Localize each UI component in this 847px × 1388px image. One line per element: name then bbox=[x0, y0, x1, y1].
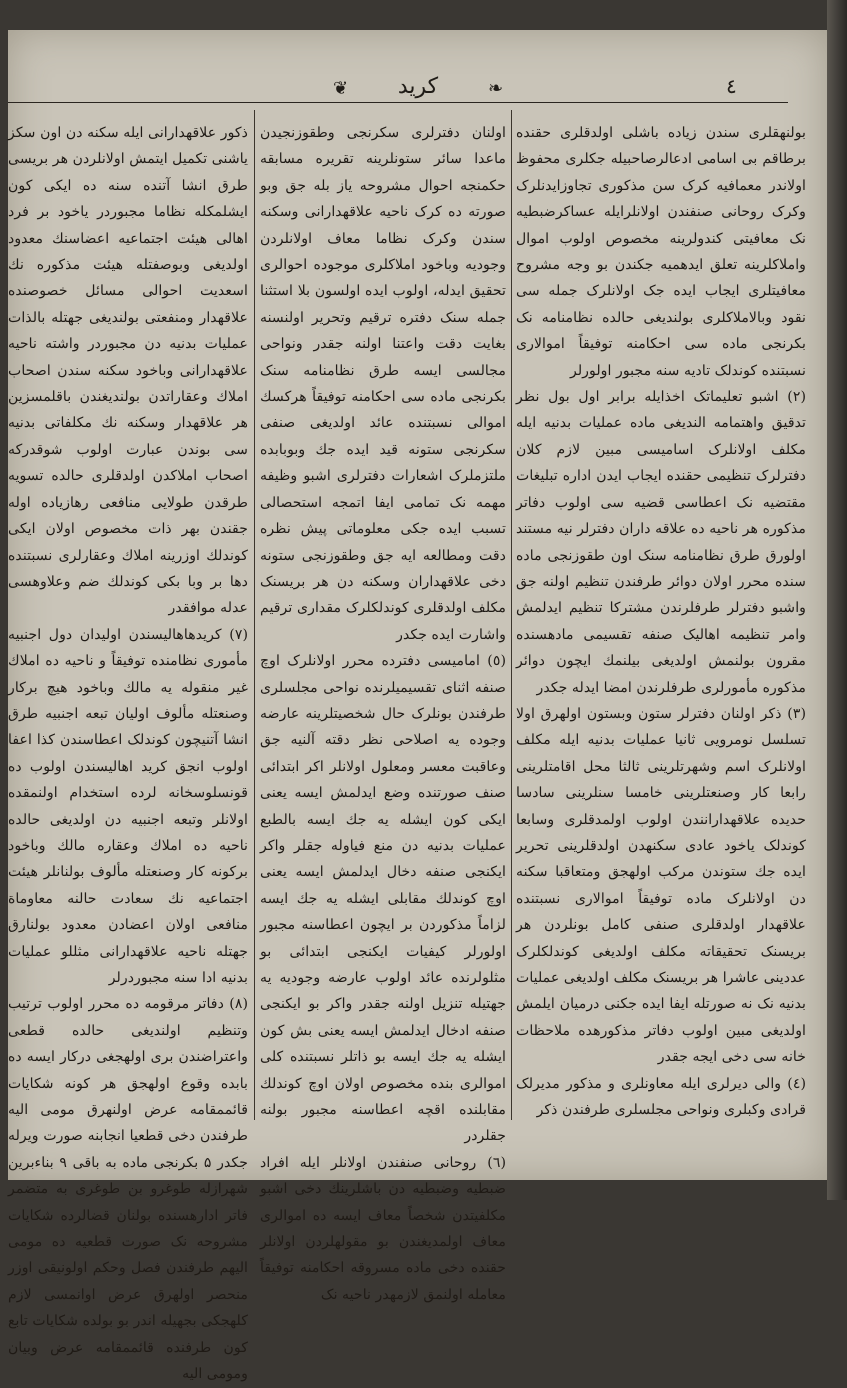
left-column bbox=[8, 120, 249, 1383]
article-paragraph: (٦) روحانی صنفندن اولانلر ایله افراد ضبطیه وضبطیه دن باشلرینك دخی اشبو مکلفیتدن شخصاً معاف ایسه ده اموالری معاف اولمدیغندن بو مقولهلردن اولانلر حقنده دخی ماده مسروقه احکامنه توفیقاً معامله اولنمق لازمهدر ناحیه نک bbox=[260, 1154, 506, 1303]
page-number: ٤ bbox=[726, 74, 737, 98]
article-paragraph: (٣) ذکر اولنان دفترلر ستون وبستون اولهرق اولا تسلسل نومرویی ثانیا عملیات بدنیه ایله مکلف اولانلرک اسم وشهرتلرینی ثالثا محل اقامتلرینی رابعا کار وصنعتلرینی خامسا سنلرینی سادسا حدیده علاقهدارانندن اولوب اولمدقلری وسابعا کوندلک یاخود عادی سکنهدن اولدقلرینی تحریر ایده جك ستوندن مرکب اولهجق ومتعاقبا سکنه دن اولانلرک ماده توفیقاً اموالاری نسبتنده علاقهدار اولدقلری صنفی کامل بونلردن هر بریسنک تحقیقاته مکلف اولدیغی کوندلکلرک عددینی عاشرا هر بریسنک مکلف اولدیغی عملیات بدنیه نک نه صورتله ایفا ایده جکنی درمیان ایلمش اولدیغی مبین اولوب دفاتر مذکورهده ملاحظات خانه سی دخی ایجه جقدر bbox=[516, 705, 806, 1066]
article-paragraph: (٢) اشبو تعلیماتک اخذایله برابر اول بول نظر تدقیق واهتمامه الندیغی ماده عملیات بدنیه ایله مکلف اولانلرک اسامیسی مبین لازم کلان دفترلرک تنظیمی حقنده ایجاب ایدن اداره تبلیغات مقتضیه نک اعطاسی قضیه سی اولوب دفاتر مذکوره هر ناحیه ده علاقه داران دفترلر نیه مستند اولورق طرق نظامنامه سنک اون طقوزنجی ماده سنده محرر اولان دوائر طرفندن تنظیم اولنه جق واشبو دفترلر طرفلرندن مشترکا تنظیم ایدلمش وامر تنظیمه اهالیک صنفه تقسیمی مادهسنده مقرون بولنمش اولدیغی بیلنمك ایچون دوائر مذکوره مأمورلری طرفلرندن امضا ایدله جکدر bbox=[516, 389, 806, 696]
right-column bbox=[516, 120, 806, 1120]
scan-edge-shadow bbox=[827, 0, 847, 1200]
article-paragraph: بولنهقلری سندن زیاده باشلی اولدقلری حقنده برطاقم بی اسامی ادعالرصاحبیله جکلری محفوظ اولاندر معمافیه کرک سن مذکوری تجاوزایدنلرک وکرک روحانی صنفندن اولانلرایله عساکرضبطیه نک معافیتی کندولرینه مخصوص اولوب اموال واملاکلرینه تعلق ایدهمیه جکندن بو وجه مشروح معافیتلری ایجاب ایده جک اولانلرک جمله سی نقود وبالاملاکلری بولندیغی حالده نظامنامه نک بکرنجی ماده سی احکامنه توفیقاً اموالاری نسبتنده کوندلک تادیه سنه مجبور اولورلر bbox=[516, 125, 806, 379]
right-ornament-icon: ❧ bbox=[488, 78, 504, 99]
article-paragraph: (٨) دفاتر مرقومه ده محرر اولوب ترتیب وتنظیم اولندیغی حالده قطعی واعتراضندن بری اولهجغی درکار ایسه ده بابده وقوع اولهجق هر کونه شکایات قائممقامه عرض اولنهرق مومی الیه طرفندن دخی قطعیا انجابنه صورت ویرله جکدر ۵ بکرنجی ماده به باقی ۹ بناءبرین شهرازله طوغرو بن طوغری به متضمر فاتر ادارهسنده بولنان قضالرده شکایات مشروحه نک صورت قطعیه ده مومی الیهم طرفندن فصل وحکم اولونیقی اوزر منحصر اولهرق عرض اوانمسی لازم کلهجکی بجهیله اندر بو بولده شکایات تابع کون طرفنده قائممقامه عرض وبیان ومومی الیه bbox=[8, 996, 249, 1383]
article-paragraph: (٧) کریدهاهالیسندن اولیدان دول اجنبیه مأموری نظامنده توفیقاً و ناحیه ده املاك غیر منقوله یه مالك وباخود هیچ برکار وصنعتله مألوف اولیان تبعه اجنبیه طرق انشا آتنیچون کوندلک اعطاسندن کذا اعفا اولوب انجق کرید اهالیسندن اولوب ده قونسلوسخانه لرده استخدام اولنمقده اولانلر وتبعه اجنبیه دن اولدیغی حالده ناحیه ده املاك وعقاره مالك وباخود برکونه کار وصنعتله مألوف بولنانلر هیئت اجتماعیه نك سعادت حالنه معاوماة منافعی اولان اعضادن معدود بولنارق جهتله ناحیه علاقهدارانی مثللو عملیات بدنیه ادا سنه مجبوردرلر bbox=[8, 626, 248, 986]
newspaper-page bbox=[8, 30, 828, 1383]
article-paragraph: (٥) امامیسی دفترده محرر اولانلرک اوچ صنفه اثنای تقسیمیلرنده نواحی مجلسلری طرفندن بونلرک حال شخصیتلرینه عارضه وجوده یه اصلاحی نظر دقته آلنیه جق وعاقبت معسر ومعلول اولانلر اکر ابتدائی صنف صورتنده وضع ایدلمش ایسه یعنی ایکی کون ایشله یه جك ایسه بالطبع عملیات بدنیه دن منع فیاوله جقلر واکر ایکنجی صنفه دخال ایدلمش ایسه یعنی اوچ کوندلك مقابلی ایشله یه جك ایسه لزاماً مذکوردن بر ایچون اعطاسنه مجبور اولورلر کیفیات ایکنجی ابتدائی بو مثلولرنده عائد اولوب عارضه وجودیه یه جهتیله تنزیل اولنه جقدر واکر بو ایکنجی صنفه ادخال ایدلمش ایسه یعنی بش کون ایشله یه جك ایسه بو ذاتلر نسبتنده کلی اموالری بنده مخصوص اولان اوچ کوندلك مقابلنده اقچه اعطاسنه مجبور بولنه جقلردر bbox=[260, 653, 506, 1145]
page-title: كريد bbox=[397, 74, 439, 99]
column-divider bbox=[254, 110, 255, 1120]
article-paragraph: ذکور علاقهدارانی ایله سکنه دن اون سکز یاشنی تکمیل ایتمش اولانلردن هر بریسی طرق انشا آتنده سنه ده ایکی کون ایشلمکله نظاما مجبوردر یاخود بر فرد اهالی هیئت اجتماعیه اعضاسنك معدود اولدیغی وبوصفتله هیئت مذکوره نك اسعدیت احوالی مسائل خصوصنده علاقهدار ومنفعتی بولندیغی جهتله بالذات عملیات بدنیه دن مجبوردر واشته ناحیه علاقهدارانی وباخود سکنه سندن اصحاب املاك وعقاراتدن بولندیغندن باقلمسزین هر علاقهدار وسکنه نك مکلفاتی بدنیه سی بوندن عبارت اولوب شوقدرکه اصحاب املاکدن اولدقلری حالده تسویه طرقدن طولایی منافعی رهازیاده اوله جقندن بهر ذات مخصوص اولان ایکی کوندلك اوزرینه املاك وعقارلری نسبتنده دها بر وبا بکی کوندلك ضم وعلاوهسی عدله موافقدر bbox=[8, 125, 248, 617]
header-divider bbox=[8, 102, 788, 103]
left-ornament-icon: ❦ bbox=[333, 78, 349, 99]
page-header bbox=[8, 70, 828, 110]
article-paragraph: اولنان دفترلری سکرنجی وطقوزنجیدن ماعدا سائر ستونلرینه تقریره مسابقه حکمنجه احوال مشروحه یاز بله جق وبو صورته ده کرک ناحیه علاقهدارانی وسکنه سندن وکرک نظاما معاف اولانلردن وجودیه وباخود املاکلری موجوده احوالری تحقیق ایدله، اولوب ایده اولسون بلا استثنا جمله سنک دفتره ترقیم وتحریر اولنسنه بغایت دقت واعتنا اولنه جقدر ونواحی مجالسی ایسه طرق نظامنامه سنک بکرنجی ماده سی احکامنه توفیقاً هرکسك اموالی نسبتنده عائد اولدیغی صنفی سکرنجی ستونه قید ایده جك وبوبابده ملتزملرک اشعارات دفترلری اشبو وظیفه مهمه نک تمامی ایفا اتمجه استحصالی تسبب ایده جکی معلوماتی پیش نظره دقت ومطالعه ایه جق وطقوزنجی ستونه دخی علاقهداران وسکنه دن هر بریسنک مکلف اولدقلری کوندلکلرک مقداری ترقیم واشارت ایده جکدر bbox=[260, 125, 506, 643]
middle-column bbox=[260, 120, 506, 1303]
article-paragraph: (٤) والی دیرلری ایله معاونلری و مذکور مدیرلک قرادی وکبلری ونواحی مجلسلری طرفندن ذکر bbox=[516, 1075, 806, 1119]
column-divider bbox=[511, 110, 512, 1120]
